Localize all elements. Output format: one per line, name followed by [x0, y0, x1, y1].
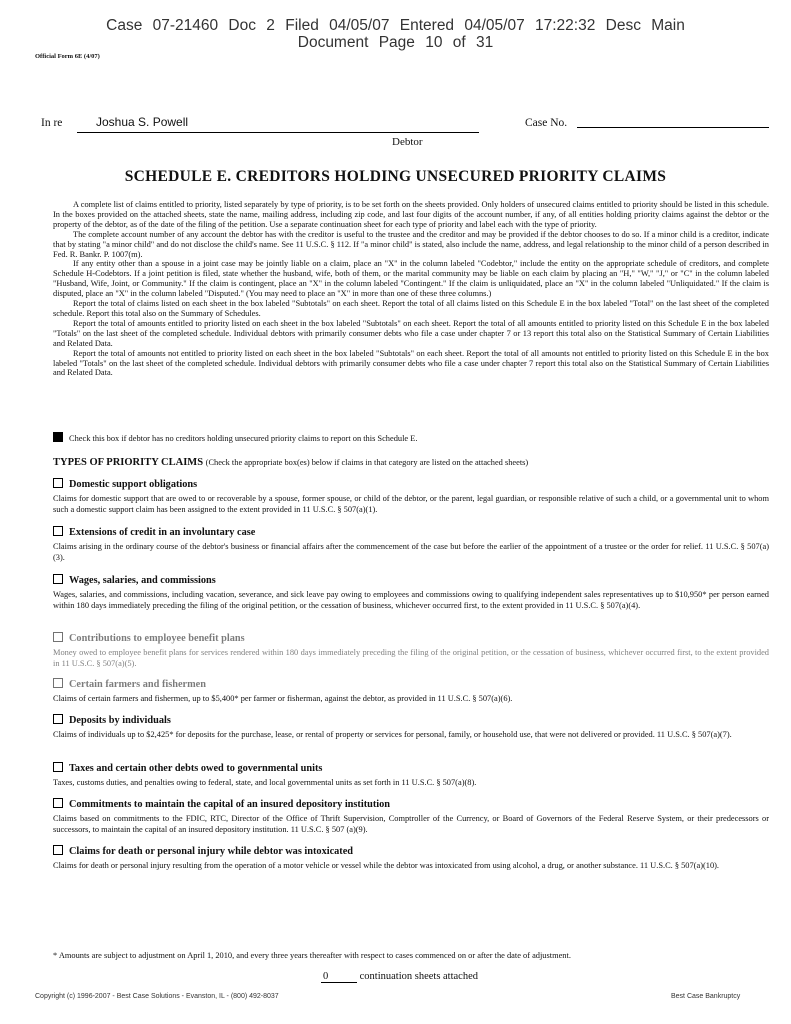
category-farmers-fishermen: [53, 678, 769, 705]
debtor-name: Joshua S. Powell: [96, 115, 189, 129]
debtor-label: Debtor: [392, 136, 423, 148]
case-no-label: Case No.: [525, 117, 568, 129]
in-re-label: In re: [41, 117, 63, 129]
category-checkbox[interactable]: [53, 845, 63, 855]
category-title: Commitments to maintain the capital of an insured depository institution: [69, 799, 391, 810]
no-creditors-label: Check this box if debtor has no creditors holding unsecured priority claims to report on this Schedule E.: [69, 434, 418, 443]
category-title: Contributions to employee benefit plans: [69, 633, 245, 644]
court-header-line1: Case 07-21460 Doc 2 Filed 04/05/07 Entered 04/05/07 17:22:32 Desc Main: [106, 17, 685, 34]
category-title: Domestic support obligations: [69, 479, 198, 490]
category-depository-capital: [53, 798, 769, 836]
instruction-paragraph: Report the total of amounts not entitled to priority listed on each sheet in the box labeled "Subtotals" on each sheet. Report the total of all amounts not entitled to priority listed on this Schedule E in the box labeled "Totals" on the last sheet of the completed schedule. Individual debtors with primarily consumer debts who file a case under chapter 7 report this total also on the Statistical Summary of Certain Liabilities and Related Data.: [53, 348, 769, 378]
instruction-paragraph: Report the total of amounts entitled to priority listed on each sheet in the box labeled "Subtotals" on each sheet. Report the total of all amounts entitled to priority listed on this Schedule E in the box labeled "Totals" on the last sheet of the completed schedule. Individual debtors with primarily consumer debts who file a case under chapter 7 or 13 report this total also on the Statistical Summary of Certain Liabilities and Related Data.: [53, 318, 769, 348]
category-description: Claims arising in the ordinary course of the debtor's business or financial affairs after the commencement of the case but before the earlier of the appointment of a trustee or the order for relief. 11 U.S.C. § 507(a)(3).: [53, 542, 769, 562]
continuation-label: continuation sheets attached: [359, 971, 479, 982]
category-description: Wages, salaries, and commissions, including vacation, severance, and sick leave pay owing to employees and commissions owing to qualifying independent sales representatives up to $10,950* per person earned within 180 days immediately preceding the filing of the original petition, or the cessation of business, whichever occurred first, to the extent provided in 11 U.S.C. § 507(a)(4).: [53, 590, 769, 610]
category-checkbox[interactable]: [53, 714, 63, 724]
no-creditors-checkbox[interactable]: [53, 432, 63, 442]
types-heading-row: [53, 457, 528, 468]
category-checkbox[interactable]: [53, 574, 63, 584]
category-employee-benefit: [53, 632, 769, 670]
category-involuntary-credit: [53, 526, 769, 564]
category-title: Deposits by individuals: [69, 715, 171, 726]
case-no-field: [577, 127, 769, 128]
category-deposits: [53, 714, 769, 741]
instruction-paragraph: If any entity other than a spouse in a joint case may be jointly liable on a claim, place an "X" in the column labeled "Codebtor," include the entity on the appropriate schedule of creditors, and complete Schedule H-Codebtors. If a joint petition is filed, state whether the husband, wife, both of them, or the marital community may be liable on each claim by placing an "H," "W," "J," or "C" in the column labeled "Husband, Wife, Joint, or Community." If the claim is contingent, place an "X" in the column labeled "Contingent." If the claim is unliquidated, place an "X" in the column labeled "Unliquidated." If the claim is disputed, place an "X" in the column labeled "Disputed." (You may need to place an "X" in more than one of these three columns.): [53, 259, 769, 299]
instruction-paragraph: Report the total of claims listed on each sheet in the box labeled "Subtotals" on each sheet. Report the total of all claims listed on this Schedule E in the box labeled "Total" on the last sheet of the completed schedule. Report this total also on the Summary of Schedules.: [53, 299, 769, 318]
instruction-paragraph: The complete account number of any account the debtor has with the creditor is useful to the trustee and the creditor and may be provided if the debtor chooses to do so. If a minor child is a creditor, indicate that by stating "a minor child" and do not disclose the child's name. See 11 U.S.C. § 112. If "a minor child" is stated, also include the name, address, and legal relationship to the minor child of a person described in Fed. R. Bankr. P. 1007(m).: [53, 229, 769, 259]
category-title: Taxes and certain other debts owed to governmental units: [69, 763, 323, 774]
category-checkbox[interactable]: [53, 678, 63, 688]
copyright-footer: Copyright (c) 1996-2007 - Best Case Solutions - Evanston, IL - (800) 492-8037: [35, 993, 279, 1000]
debtor-underline: [77, 132, 479, 133]
category-checkbox[interactable]: [53, 632, 63, 642]
category-description: Money owed to employee benefit plans for services rendered within 180 days immediately preceding the filing of the original petition, or the cessation of business, whichever occurred first, to the extent provided in 11 U.S.C. § 507(a)(5).: [53, 648, 769, 668]
continuation-count: 0: [321, 971, 357, 983]
category-description: Claims based on commitments to the FDIC, RTC, Director of the Office of Thrift Supervision, Comptroller of the Currency, or Board of Governors of the Federal Reserve System, or their predecessors or successors, to maintain the capital of an insured depository institution. 11 U.S.C. § 507 (a)(9).: [53, 814, 769, 834]
category-description: Taxes, customs duties, and penalties owing to federal, state, and local governmental units as set forth in 11 U.S.C. § 507(a)(8).: [53, 778, 477, 787]
category-checkbox[interactable]: [53, 478, 63, 488]
category-taxes: [53, 762, 769, 789]
category-description: Claims for domestic support that are owed to or recoverable by a spouse, former spouse, or child of the debtor, or the parent, legal guardian, or responsible relative of such a child, or a governmental unit to whom such a domestic support claim has been assigned to the extent provided in 11 U.S.C. § 507(a)(1).: [53, 494, 769, 514]
schedule-title: SCHEDULE E. CREDITORS HOLDING UNSECURED PRIORITY CLAIMS: [124, 168, 667, 185]
no-creditors-row: [53, 432, 417, 443]
brand-footer: Best Case Bankruptcy: [671, 993, 741, 1000]
court-header-line2: Document Page 10 of 31: [297, 34, 494, 51]
category-checkbox[interactable]: [53, 526, 63, 536]
category-checkbox[interactable]: [53, 798, 63, 808]
category-checkbox[interactable]: [53, 762, 63, 772]
types-heading: TYPES OF PRIORITY CLAIMS: [53, 457, 204, 468]
category-description: Claims of certain farmers and fishermen, up to $5,400* per farmer or fisherman, against the debtor, as provided in 11 U.S.C. § 507(a)(6).: [53, 694, 513, 703]
form-label: Official Form 6E (4/07): [35, 53, 100, 60]
category-title: Claims for death or personal injury while debtor was intoxicated: [69, 846, 354, 857]
category-wages: [53, 574, 769, 612]
category-title: Wages, salaries, and commissions: [69, 575, 216, 586]
continuation-sheets: [321, 971, 478, 983]
category-title: Certain farmers and fishermen: [69, 679, 206, 690]
category-description: Claims for death or personal injury resulting from the operation of a motor vehicle or vessel while the debtor was intoxicated from using alcohol, a drug, or another substance. 11 U.S.C. § 507(a)(10).: [53, 861, 720, 870]
instructions: [53, 200, 769, 378]
category-domestic-support: [53, 478, 769, 516]
types-note: (Check the appropriate box(es) below if claims in that category are listed on the attached sheets): [205, 458, 529, 467]
adjustment-footnote: * Amounts are subject to adjustment on April 1, 2010, and every three years thereafter with respect to cases commenced on or after the date of adjustment.: [53, 951, 571, 960]
category-description: Claims of individuals up to $2,425* for deposits for the purchase, lease, or rental of property or services for personal, family, or household use, that were not delivered or provided. 11 U.S.C. § 507(a)(7).: [53, 730, 732, 739]
instruction-paragraph: A complete list of claims entitled to priority, listed separately by type of priority, is to be set forth on the sheets provided. Only holders of unsecured claims entitled to priority should be listed in this schedule. In the boxes provided on the attached sheets, state the name, mailing address, including zip code, and last four digits of the account number, if any, of all entities holding priority claims against the debtor or the property of the debtor, as of the date of the filing of the petition. Use a separate continuation sheet for each type of priority and label each with the type of priority.: [53, 200, 769, 229]
category-title: Extensions of credit in an involuntary case: [69, 527, 256, 538]
category-death-injury: [53, 845, 769, 872]
